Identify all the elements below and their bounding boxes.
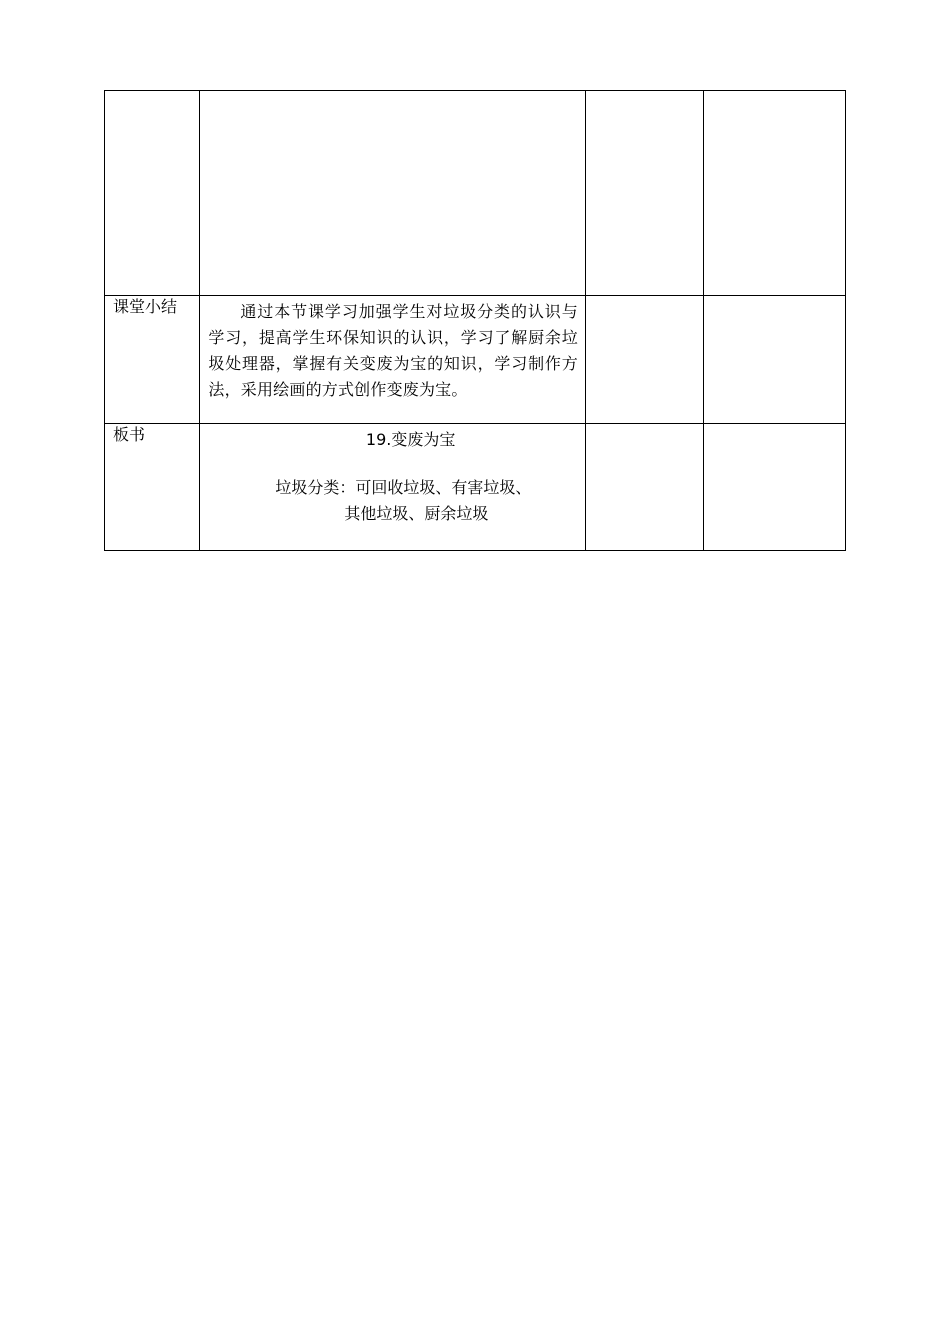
- table-row-board: [105, 424, 846, 551]
- board-content-cell: [200, 424, 586, 551]
- summary-label: 课堂小结: [113, 297, 178, 316]
- summary-extra-cell-1: [585, 296, 703, 424]
- summary-text: 通过本节课学习加强学生对垃圾分类的认识与学习，提高学生环保知识的认识，学习了解厨余垃圾处理器，掌握有关变废为宝的知识，学习制作方法，采用绘画的方式创作变废为宝。: [208, 302, 578, 399]
- board-extra-cell-2: [704, 424, 846, 551]
- board-extra-cell-1: [585, 424, 703, 551]
- board-line-1: 垃圾分类：可回收垃圾、有害垃圾、: [275, 478, 532, 497]
- board-label-cell: [105, 424, 200, 551]
- table-row-empty: [105, 91, 846, 296]
- summary-extra-cell-2: [704, 296, 846, 424]
- board-line-2: 其他垃圾、厨余垃圾: [344, 504, 489, 523]
- summary-label-cell: [105, 296, 200, 424]
- empty-extra-cell-2: [704, 91, 846, 296]
- lesson-plan-table: [104, 90, 846, 551]
- board-label: 板书: [113, 425, 146, 444]
- summary-content-cell: [200, 296, 586, 424]
- table-row-summary: [105, 296, 846, 424]
- empty-content-cell: [200, 91, 586, 296]
- empty-extra-cell-1: [585, 91, 703, 296]
- empty-label-cell: [105, 91, 200, 296]
- board-title: 19.变废为宝: [365, 430, 456, 449]
